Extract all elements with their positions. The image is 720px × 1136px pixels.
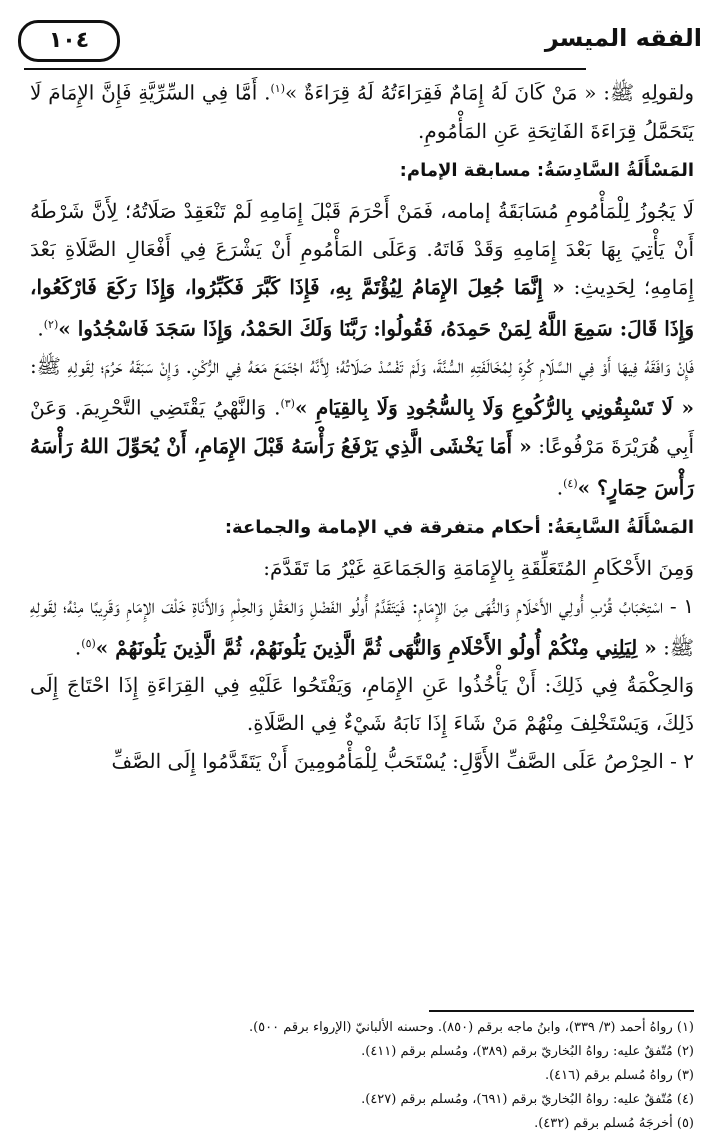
main-text [30,70,694,780]
footnotes [30,1016,694,1136]
footnote: (٣) رواهُ مُسلم برقم (٤١٦). [544,1068,694,1083]
footnote-ref: (٣) [280,397,295,411]
footnote-ref: (٢) [43,317,59,331]
page-number: ١٠٤ [18,20,120,62]
paragraph: وَالحِكْمَةُ فِي ذَلِكَ: أَنْ يَأْخُذُوا عَنِ الإِمَامِ، وَيَفْتَحُوا عَلَيْهِ فِي القِرَاءَةِ إِذَا احْتَاجَ إِلَى ذَلِكَ، وَيَسْتَخْلِفَ مِنْهُمْ مَنْ شَاءَ إِذَا نَابَهُ شَيْءٌ فِي الصَّلَاةِ. [30,673,694,736]
paragraph: لَا يَجُوزُ لِلْمَأْمُومِ مُسَابَقَةُ إمامه، فَمَنْ أَحْرَمَ قَبْلَ إِمَامِهِ لَمْ تَنْعَقِدْ صَلَاتُهُ؛ لِأَنَّ شَرْطَهُ أَنْ يَأْتِيَ بِهَا بَعْدَ إِمَامِهِ وَقَدْ فَاتَهُ. وَعَلَى المَأْمُومِ أَنْ يَشْرَعَ فِي أَفْعَالِ الصَّلَاةِ بَعْدَ إِمَامِهِ؛ لِحَدِيثِ: « إِنَّمَا جُعِلَ الإِمَامُ لِيُؤْتَمَّ بِهِ، فَإِذَا كَبَّرَ فَكَبِّرُوا، وَإِذَا رَكَعَ فَارْكَعُوا، وَإِذَا قَالَ: سَمِعَ اللَّهُ لِمَنْ حَمِدَهُ، فَقُولُوا: رَبَّنَا وَلَكَ الحَمْدُ، وَإِذَا سَجَدَ فَاسْجُدُوا »$^{(٢)}$. [30,198,694,341]
paragraph [30,70,694,150]
footnote-rule [429,1010,694,1012]
paragraph-text: فَإِنْ وَافَقَهُ فِيهَا أَوْ فِي السَّلَامِ كُرِهَ لِمُخَالَفَتِهِ السُّنَّةَ، وَلَمْ تَفْسُدْ صَلَاتُهُ؛ لِأَنَّهُ اجْتَمَعَ مَعَهُ فِي الرُّكْنِ. وَإِنْ سَبَقَهُ حَرُمَ؛ لِقَولِهِ ﷺ: [30,354,694,379]
hadith-quote: « إِنَّمَا جُعِلَ الإِمَامُ لِيُؤْتَمَّ بِهِ، فَإِذَا كَبَّرَ فَكَبِّرُوا، وَإِذَا رَكَعَ فَارْكَعُوا، وَإِذَا قَالَ: سَمِعَ اللَّهُ لِمَنْ حَمِدَهُ، فَقُولُوا: رَبَّنَا وَلَكَ الحَمْدُ، وَإِذَا سَجَدَ فَاسْجُدُوا » [30,274,694,341]
paragraph-text: ١ - اسْتِحْبَابُ قُرْبِ أُولِي الأَحْلَامِ وَالنُّهَى مِنَ الإِمَامِ: فَيَتَقَدَّمُ أُولُو الفَضْلِ وَالعَقْلِ وَالحِلْمِ وَالأَنَاةِ خَلْفَ الإِمَامِ وَقَرِيبًا مِنْهُ؛ لِقَولِهِ ﷺ: [30,593,694,660]
footnote-ref: (٤) [563,476,578,490]
paragraph-text: . أَمَّا فِي السِّرِّيَّةِ فَإِنَّ الإِمَامَ لَا يَتَحَمَّلُ قِرَاءَةَ الفَاتِحَةِ عَنِ المَأْمُومِ. [30,80,694,143]
footnote-ref: (٥) [81,636,96,650]
footnote: (٥) أخرجَهُ مُسلم برقم (٤٣٢). [534,1116,694,1131]
footnote: (١) رواهُ أحمد (٣/ ٣٣٩)، وابنُ ماجه برقم (٨٥٠). وحسنه الألبانيّ (الإرواء برقم ٥٠٠). [248,1020,694,1035]
footnote: (٢) مُتّفقٌ عليه: رواهُ البُخاريّ برقم (٣٨٩)، ومُسلم برقم (٤١١). [361,1044,694,1059]
paragraph: فَإِنْ وَافَقَهُ فِيهَا أَوْ فِي السَّلَامِ كُرِهَ لِمُخَالَفَتِهِ السُّنَّةَ، وَلَمْ تَفْسُدْ صَلَاتُهُ؛ لِأَنَّهُ اجْتَمَعَ مَعَهُ فِي الرُّكْنِ. وَإِنْ سَبَقَهُ حَرُمَ؛ لِقَولِهِ ﷺ: « لَا تَسْبِقُونِي بِالرُّكُوعِ وَلَا بِالسُّجُودِ وَلَا بِالقِيَامِ »$^{(٣)}$. وَالنَّهْيُ يَقْتَضِي التَّحْرِيمَ. وَعَنْ أَبِي هُرَيْرَةَ مَرْفُوعًا: « أَمَا يَخْشَى الَّذِي يَرْفَعُ رَأْسَهُ قَبْلَ الإِمَامِ، أَنْ يُحَوِّلَ اللهُ رَأْسَهُ رَأْسَ حِمَارٍ؟ »$^{(٤)}$. [30,354,695,500]
section-heading: المَسْأَلَةُ السَّادِسَةُ: مسابقة الإمام: [399,159,694,181]
list-item: ٢ - الحِرْصُ عَلَى الصَّفِّ الأَوَّلِ: يُسْتَحَبُّ لِلْمَأْمُومِينَ أَنْ يَتَقَدَّمُوا إِلَى الصَّفِّ [111,749,694,774]
book-title: الفقه الميسر [544,24,702,52]
hadith-quote: « لِيَلِنِي مِنْكُمْ أُولُو الأَحْلَامِ وَالنُّهَى ثُمَّ الَّذِينَ يَلُونَهُمْ، ثُمَّ الَّذِينَ يَلُونَهُمْ » [95,635,657,660]
page-header [18,14,706,60]
paragraph-text: لَا يَجُوزُ لِلْمَأْمُومِ مُسَابَقَةُ إمامه، فَمَنْ أَحْرَمَ قَبْلَ إِمَامِهِ لَمْ تَنْعَقِدْ صَلَاتُهُ؛ لِأَنَّ شَرْطَهُ أَنْ يَأْتِيَ بِهَا بَعْدَ إِمَامِهِ وَقَدْ فَاتَهُ. وَعَلَى المَأْمُومِ أَنْ يَشْرَعَ فِي أَفْعَالِ الصَّلَاةِ بَعْدَ إِمَامِهِ؛ لِحَدِيثِ: [30,198,694,299]
paragraph: وَمِنَ الأَحْكَامِ المُتَعَلِّقَةِ بِالإِمَامَةِ وَالجَمَاعَةِ غَيْرُ مَا تَقَدَّمَ: [263,555,694,580]
footnote: (٤) مُتّفقٌ عليه: رواهُ البُخاريّ برقم (٦٩١)، ومُسلم برقم (٤٢٧). [361,1092,694,1107]
list-item: ١ - اسْتِحْبَابُ قُرْبِ أُولِي الأَحْلَامِ وَالنُّهَى مِنَ الإِمَامِ: فَيَتَقَدَّمُ أُولُو الفَضْلِ وَالعَقْلِ وَالحِلْمِ وَالأَنَاةِ خَلْفَ الإِمَامِ وَقَرِيبًا مِنْهُ؛ لِقَولِهِ ﷺ: « لِيَلِنِي مِنْكُمْ أُولُو الأَحْلَامِ وَالنُّهَى ثُمَّ الَّذِينَ يَلُونَهُمْ، ثُمَّ الَّذِينَ يَلُونَهُمْ »$^{(٥)}$. [30,593,694,660]
footnote-ref: (١) [270,82,285,95]
hadith-quote: « أَمَا يَخْشَى الَّذِي يَرْفَعُ رَأْسَهُ قَبْلَ الإِمَامِ، أَنْ يُحَوِّلَ اللهُ رَأْسَهُ رَأْسَ حِمَارٍ؟ » [30,433,694,500]
section-heading: المَسْأَلَةُ السَّابِعَةُ: أحكام متفرقة في الإمامة والجماعة: [224,516,694,538]
paragraph-text: . وَالنَّهْيُ يَقْتَضِي التَّحْرِيمَ. وَعَنْ أَبِي هُرَيْرَةَ مَرْفُوعًا: [30,395,695,458]
hadith-quote: « لَا تَسْبِقُونِي بِالرُّكُوعِ وَلَا بِالسُّجُودِ وَلَا بِالقِيَامِ » [294,395,695,420]
paragraph-text: ولقولِهِ ﷺ: « مَنْ كَانَ لَهُ إِمَامٌ فَقِرَاءَتُهُ لَهُ قِرَاءَةٌ » [284,80,694,105]
